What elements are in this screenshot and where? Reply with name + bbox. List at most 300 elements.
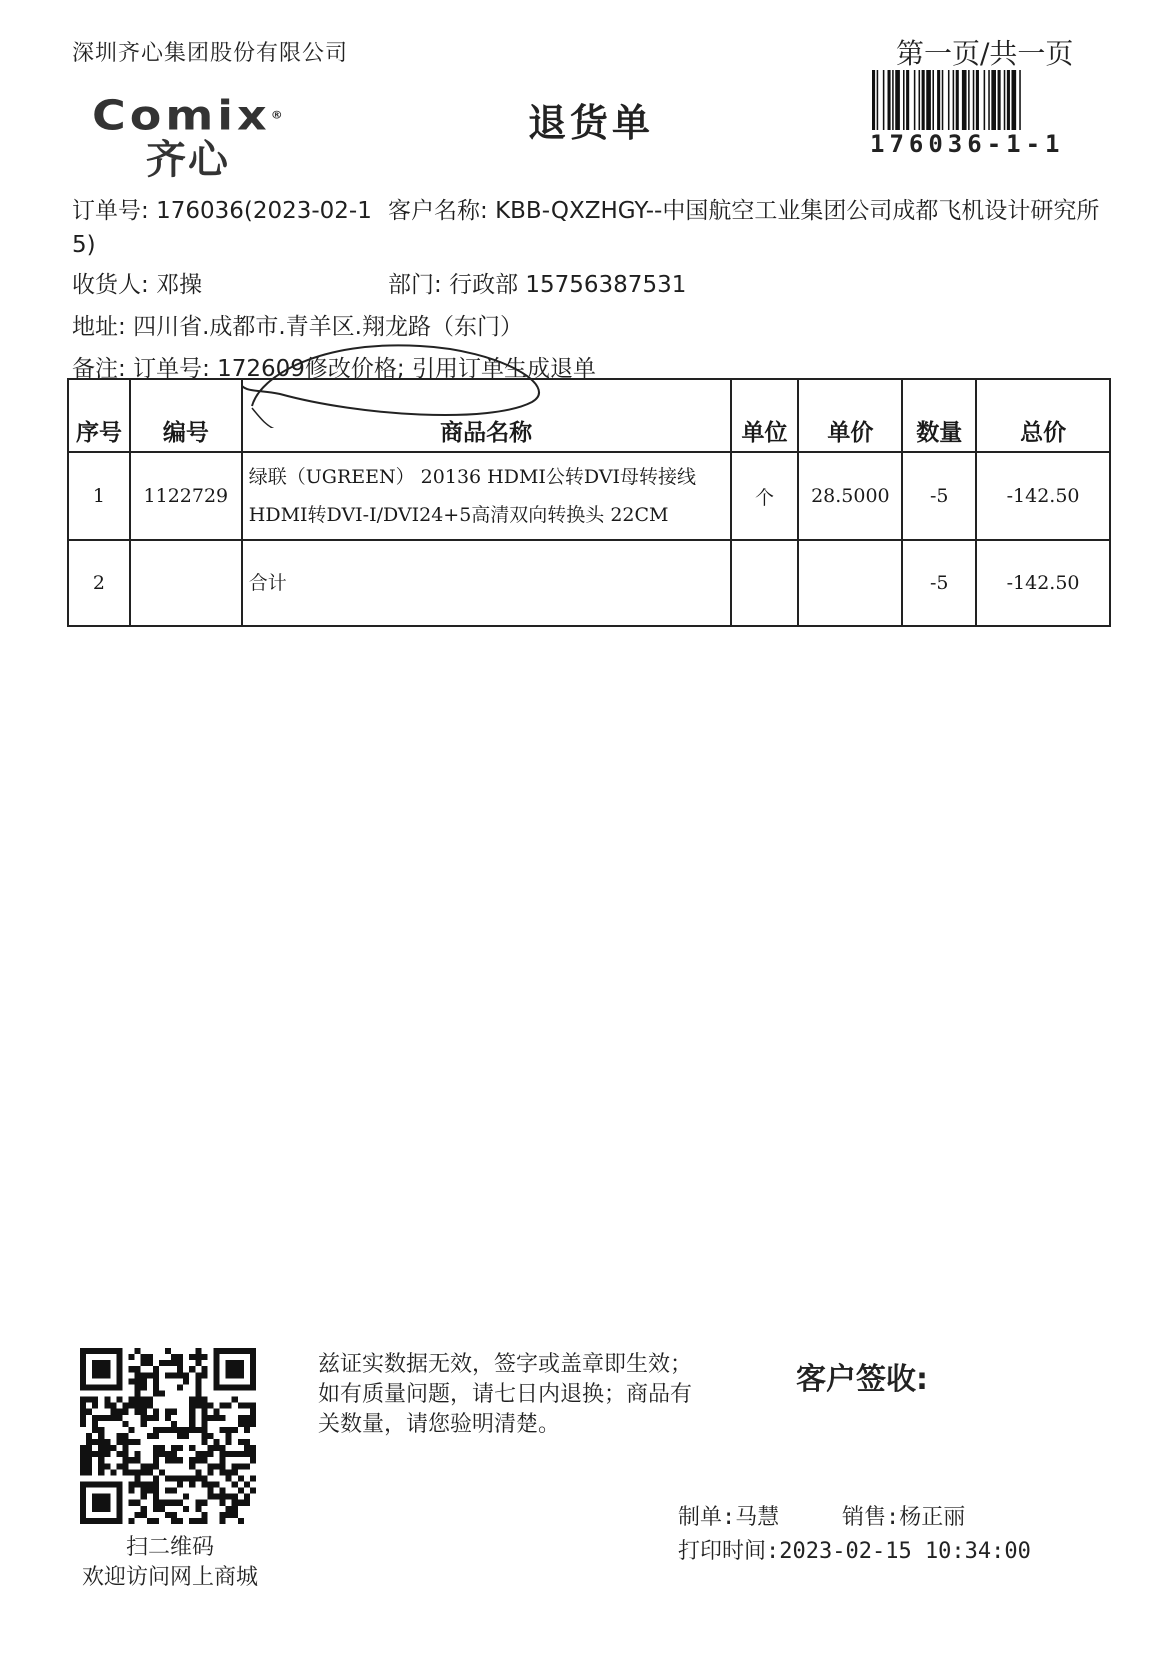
order-value: 176036(2023-02-15) [72, 198, 372, 258]
qr-module [189, 1409, 195, 1415]
qr-module [250, 1475, 256, 1481]
qr-module [195, 1506, 201, 1512]
qr-module [207, 1494, 213, 1500]
qr-module [135, 1469, 141, 1475]
qr-module [122, 1433, 128, 1439]
qr-module [129, 1457, 135, 1463]
qr-module [195, 1397, 201, 1403]
qr-module [177, 1354, 183, 1360]
qr-module [141, 1488, 147, 1494]
qr-module [135, 1512, 141, 1518]
qr-module [92, 1403, 98, 1409]
qr-module [207, 1463, 213, 1469]
notice-text: 兹证实数据无效，签字或盖章即生效；如有质量问题，请七日内退换；商品有关数量，请您验明清楚。 [318, 1352, 693, 1437]
qr-module [220, 1415, 226, 1421]
qr-module [201, 1457, 207, 1463]
qr-module [201, 1482, 207, 1488]
header-price: 单价 [798, 379, 902, 452]
qr-module [250, 1403, 256, 1409]
qr-module [135, 1384, 141, 1390]
qr-module [92, 1360, 110, 1378]
qr-module [195, 1390, 201, 1396]
qr-module [177, 1372, 183, 1378]
qr-module [80, 1403, 86, 1409]
qr-module [201, 1451, 207, 1457]
barcode-bar [906, 70, 909, 130]
table-header-row [68, 379, 1110, 452]
qr-module [122, 1463, 128, 1469]
qr-module [207, 1482, 213, 1488]
qr-module [250, 1451, 256, 1457]
qr-module [220, 1403, 226, 1409]
qr-module [214, 1409, 220, 1415]
qr-module [238, 1403, 244, 1409]
qr-module [238, 1451, 244, 1457]
qr-module [129, 1366, 135, 1372]
salesperson: 销售:杨正丽 [842, 1505, 966, 1530]
qr-module [195, 1360, 201, 1366]
qr-module [92, 1451, 98, 1457]
qr-module [153, 1451, 159, 1457]
qr-module [214, 1445, 220, 1451]
qr-module [189, 1463, 195, 1469]
qr-module [244, 1451, 250, 1457]
qr-module [116, 1348, 122, 1390]
qr-module [104, 1451, 110, 1457]
qr-module [226, 1469, 232, 1475]
qr-module [244, 1439, 250, 1445]
qr-module [141, 1421, 147, 1427]
qr-module [153, 1415, 159, 1421]
qr-module [250, 1348, 256, 1390]
receiver-label: 收货人: [72, 272, 149, 298]
cell-seq: 2 [68, 540, 130, 626]
barcode-bar [1012, 70, 1017, 130]
qr-module [244, 1421, 250, 1427]
qr-module [207, 1433, 213, 1439]
qr-module [220, 1457, 226, 1463]
barcode-bar [892, 70, 894, 130]
qr-module [201, 1366, 207, 1372]
qr-module [201, 1415, 207, 1421]
qr-module [153, 1518, 159, 1524]
cell-seq: 1 [68, 452, 130, 540]
qr-module [129, 1354, 135, 1360]
qr-module [104, 1463, 110, 1469]
qr-module [214, 1415, 220, 1421]
qr-module [98, 1463, 104, 1469]
qr-module [80, 1421, 86, 1427]
qr-module [238, 1421, 244, 1427]
qr-module [98, 1433, 104, 1439]
department [388, 268, 686, 302]
qr-module [135, 1500, 141, 1506]
qr-module [80, 1348, 122, 1354]
qr-module [232, 1494, 238, 1500]
qr-module [159, 1469, 165, 1475]
qr-module [244, 1415, 250, 1421]
qr-module [80, 1457, 86, 1463]
barcode-bar [1007, 70, 1010, 130]
qr-module [135, 1390, 141, 1396]
qr-module [195, 1348, 201, 1354]
qr-module [201, 1518, 207, 1524]
address-label: 地址: [72, 314, 126, 340]
qr-module [226, 1506, 232, 1512]
qr-module [226, 1475, 232, 1481]
qr-module [135, 1457, 141, 1463]
qr-module [195, 1354, 201, 1360]
qr-module [165, 1348, 171, 1354]
qr-module [238, 1475, 244, 1481]
customer-sign-label: 客户签收: [796, 1362, 928, 1397]
qr-module [80, 1518, 122, 1524]
qr-module [129, 1439, 135, 1445]
barcode-bar [932, 70, 934, 130]
qr-module [171, 1372, 177, 1378]
qr-module [244, 1427, 250, 1433]
qr-module [116, 1433, 122, 1439]
barcode-bar [1004, 70, 1006, 130]
qr-module [177, 1445, 183, 1451]
page-indicator: 第一页/共一页 [896, 37, 1074, 70]
qr-module [159, 1506, 165, 1512]
qr-module [92, 1427, 98, 1433]
qr-module [171, 1445, 177, 1451]
qr-module [201, 1500, 207, 1506]
qr-module [214, 1348, 220, 1390]
qr-module [238, 1415, 244, 1421]
qr-module [201, 1397, 207, 1403]
barcode-bar [998, 70, 1001, 130]
qr-module [92, 1494, 110, 1512]
qr-module [189, 1427, 195, 1433]
qr-module [159, 1360, 165, 1366]
qr-module [189, 1457, 195, 1463]
qr-module [147, 1488, 153, 1494]
qr-module [171, 1421, 177, 1427]
qr-module [201, 1354, 207, 1360]
qr-module [165, 1372, 171, 1378]
receiver [72, 268, 202, 302]
qr-module [116, 1397, 122, 1403]
qr-module [135, 1378, 141, 1384]
qr-module [147, 1482, 153, 1488]
barcode-bar [968, 70, 970, 130]
qr-module [116, 1482, 122, 1524]
qr-module [80, 1409, 86, 1415]
qr-module [147, 1415, 153, 1421]
qr-module [147, 1397, 153, 1403]
barcode-bar [872, 70, 875, 130]
qr-module [183, 1494, 189, 1500]
qr-module [220, 1494, 226, 1500]
qr-module [232, 1506, 238, 1512]
qr-module [207, 1445, 213, 1451]
qr-module [177, 1433, 183, 1439]
qr-module [201, 1439, 207, 1445]
cell-name-line2: HDMI转DVI-I/DVI24+5高清双向转换头 22CM [248, 504, 669, 526]
qr-module [98, 1427, 104, 1433]
barcode-bar [942, 70, 944, 130]
qr-module [201, 1421, 207, 1427]
qr-module [165, 1500, 171, 1506]
qr-module [129, 1500, 135, 1506]
qr-module [122, 1421, 128, 1427]
qr-module [238, 1439, 244, 1445]
barcode-bar [976, 70, 979, 130]
qr-module [165, 1488, 171, 1494]
qr-module [177, 1360, 183, 1366]
qr-module [153, 1457, 159, 1463]
qr-module [177, 1457, 183, 1463]
qr-module [129, 1488, 135, 1494]
qr-module [141, 1469, 147, 1475]
qr-module [244, 1500, 250, 1506]
qr-module [98, 1451, 104, 1457]
qr-module [214, 1348, 256, 1354]
qr-module [244, 1403, 250, 1409]
qr-module [122, 1469, 128, 1475]
barcode-bar [956, 70, 959, 130]
qr-module [104, 1415, 110, 1421]
qr-module [92, 1421, 98, 1427]
header-code: 编号 [130, 379, 242, 452]
qr-module [165, 1360, 171, 1366]
qr-module [98, 1439, 104, 1445]
qr-module [135, 1348, 141, 1354]
qr-module [232, 1397, 238, 1403]
cell-qty: -5 [902, 452, 976, 540]
qr-module [141, 1512, 147, 1518]
qr-module [135, 1397, 141, 1403]
customer-value: KBB-QXZHGY--中国航空工业集团公司成都飞机设计研究所 [495, 198, 1100, 224]
qr-module [177, 1518, 183, 1524]
qr-module [116, 1451, 122, 1457]
qr-module [153, 1433, 159, 1439]
qr-module [135, 1403, 141, 1409]
qr-module [189, 1415, 195, 1421]
cell-unit: 个 [731, 452, 799, 540]
barcode-bar [919, 70, 921, 130]
qr-module [214, 1439, 220, 1445]
barcode-bar [883, 70, 885, 130]
items-table [67, 378, 1111, 627]
qr-module [92, 1439, 98, 1445]
qr-module [122, 1409, 128, 1415]
qr-module [177, 1384, 183, 1390]
qr-module [207, 1403, 213, 1409]
qr-module [92, 1397, 98, 1403]
qr-module [226, 1494, 232, 1500]
qr-module [147, 1354, 153, 1360]
qr-module [238, 1488, 244, 1494]
qr-module [177, 1427, 183, 1433]
barcode-bar [877, 70, 879, 130]
qr-module [159, 1451, 165, 1457]
qr-module [171, 1360, 177, 1366]
qr-module [86, 1439, 92, 1445]
qr-module [177, 1475, 183, 1481]
qr-module [129, 1482, 135, 1488]
qr-module [104, 1439, 110, 1445]
cell-price: 28.5000 [798, 452, 902, 540]
qr-module [165, 1512, 171, 1518]
dept-value: 行政部 15756387531 [449, 272, 687, 298]
header-unit: 单位 [731, 379, 799, 452]
qr-module [104, 1445, 110, 1451]
logo-wordmark: Comix [92, 90, 271, 140]
qr-module [226, 1451, 232, 1457]
company-name: 深圳齐心集团股份有限公司 [72, 41, 349, 66]
qr-module [141, 1482, 147, 1488]
qr-module [129, 1427, 135, 1433]
qr-module [98, 1469, 104, 1475]
qr-module [232, 1463, 238, 1469]
barcode-bar [988, 70, 990, 130]
qr-module [220, 1427, 226, 1433]
document-maker: 制单:马慧 [678, 1505, 780, 1530]
qr-module [171, 1409, 177, 1415]
barcode [872, 70, 1084, 130]
qr-module [189, 1421, 195, 1427]
qr-module [226, 1512, 232, 1518]
barcode-bar [1019, 70, 1021, 130]
barcode-bar [973, 70, 975, 130]
qr-module [207, 1488, 213, 1494]
qr-module [183, 1372, 189, 1378]
qr-module [171, 1451, 177, 1457]
qr-module [122, 1457, 128, 1463]
qr-module [165, 1475, 171, 1481]
qr-module [214, 1384, 256, 1390]
qr-module [244, 1463, 250, 1469]
qr-module [201, 1475, 207, 1481]
print-time: 打印时间:2023-02-15 10:34:00 [678, 1539, 1031, 1564]
qr-module [86, 1445, 92, 1451]
qr-module [171, 1488, 177, 1494]
header-total: 总价 [976, 379, 1110, 452]
qr-module [153, 1475, 159, 1481]
qr-module [153, 1500, 159, 1506]
qr-module [159, 1427, 165, 1433]
barcode-bar [948, 70, 950, 130]
table-row [68, 452, 1110, 540]
qr-module [232, 1451, 238, 1457]
qr-module [244, 1482, 250, 1488]
barcode-bar [888, 70, 891, 130]
qr-module [110, 1415, 116, 1421]
qr-module [250, 1488, 256, 1494]
qr-module [153, 1445, 159, 1451]
cell-name-line1: 绿联（UGREEN） 20136 HDMI公转DVI母转接线 [248, 466, 697, 488]
qr-caption-welcome: 欢迎访问网上商城 [81, 1565, 258, 1590]
qr-module [165, 1451, 171, 1457]
qr-module [207, 1415, 213, 1421]
qr-module [122, 1451, 128, 1457]
qr-module [153, 1372, 159, 1378]
qr-module [104, 1403, 110, 1409]
qr-module [232, 1427, 238, 1433]
qr-module [195, 1500, 201, 1506]
qr-module [226, 1427, 232, 1433]
qr-module [116, 1409, 122, 1415]
qr-module [171, 1457, 177, 1463]
logo-chinese: 齐心 [146, 137, 230, 183]
qr-module [147, 1433, 153, 1439]
qr-code [80, 1348, 256, 1524]
qr-module [195, 1384, 201, 1390]
qr-module [116, 1415, 122, 1421]
qr-module [201, 1372, 207, 1378]
qr-module [220, 1445, 226, 1451]
qr-module [141, 1494, 147, 1500]
qr-module [238, 1518, 244, 1524]
qr-module [195, 1469, 201, 1475]
barcode-bar [991, 70, 996, 130]
qr-module [159, 1390, 165, 1396]
qr-module [207, 1469, 213, 1475]
qr-module [201, 1409, 207, 1415]
qr-module [189, 1403, 195, 1409]
cell-code: 1122729 [130, 452, 242, 540]
qr-module [80, 1463, 86, 1469]
qr-module [250, 1457, 256, 1463]
qr-module [147, 1463, 153, 1469]
qr-module [153, 1506, 159, 1512]
qr-module [165, 1409, 171, 1415]
cell-total: -142.50 [976, 452, 1110, 540]
qr-module [201, 1512, 207, 1518]
qr-module [110, 1409, 116, 1415]
qr-module [195, 1518, 201, 1524]
document-title: 退货单 [528, 101, 655, 145]
qr-module [220, 1500, 226, 1506]
dept-label: 部门: [388, 272, 442, 298]
qr-module [195, 1378, 201, 1384]
qr-module [153, 1378, 159, 1384]
qr-module [153, 1427, 159, 1433]
comix-logo: Comix® 齐心 [92, 92, 312, 182]
qr-module [250, 1445, 256, 1451]
qr-module [141, 1384, 147, 1390]
barcode-bar [962, 70, 967, 130]
qr-module [153, 1384, 159, 1390]
qr-module [86, 1397, 92, 1403]
qr-module [86, 1433, 92, 1439]
qr-module [220, 1488, 226, 1494]
qr-module [147, 1518, 153, 1524]
qr-module [116, 1439, 122, 1445]
qr-module [116, 1463, 122, 1469]
qr-module [201, 1427, 207, 1433]
customer-name [388, 194, 1108, 228]
qr-module [244, 1494, 250, 1500]
qr-module [159, 1500, 165, 1506]
qr-module [250, 1415, 256, 1421]
qr-module [171, 1512, 177, 1518]
qr-module [80, 1445, 86, 1451]
qr-module [141, 1378, 147, 1384]
qr-module [195, 1475, 201, 1481]
qr-module [86, 1469, 92, 1475]
barcode-bar [937, 70, 940, 130]
qr-module [195, 1403, 201, 1409]
qr-module [80, 1415, 86, 1421]
qr-module [122, 1439, 128, 1445]
qr-module [141, 1403, 147, 1409]
qr-module [141, 1415, 147, 1421]
